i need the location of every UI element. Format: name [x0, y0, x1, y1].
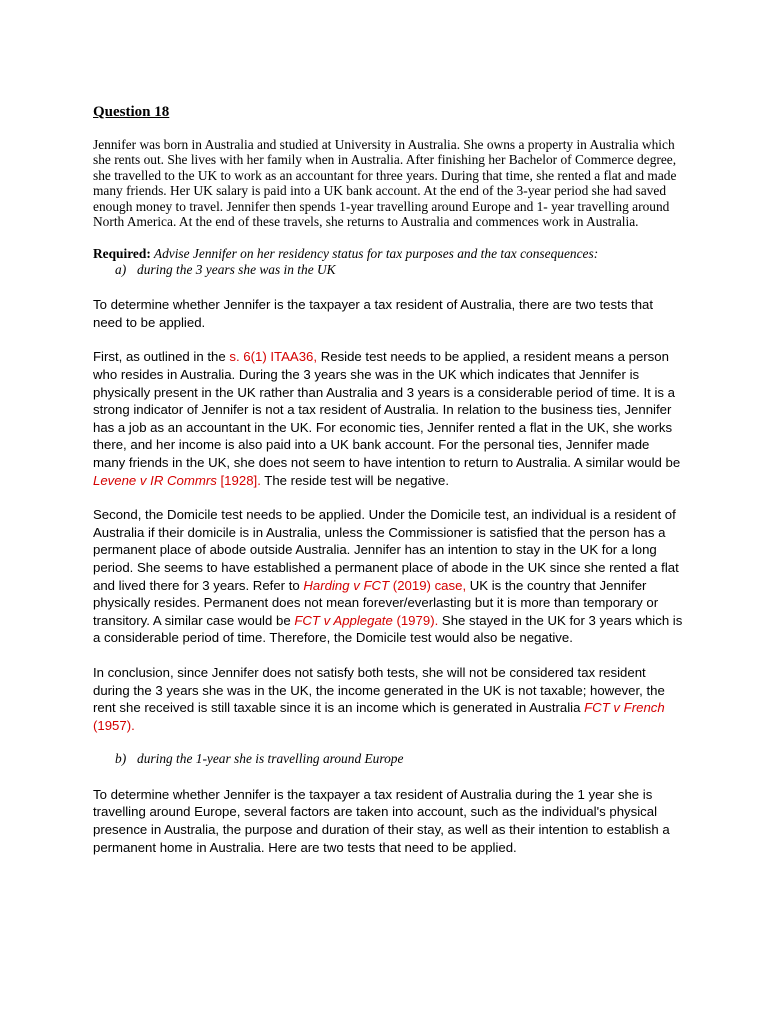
- para2-text-2: Reside test needs to be applied, a resident means a person who resides in Australia. During the 3 years she was in the UK which indicates that Jennifer is physically present in the UK rather than Australia and 3 years is a considerable period of time. It is a strong indicator of Jennifer is not a tax resident of Australia. In relation to the business ties, Jennifer has a job as an accountant in the UK. For economic ties, Jennifer rented a flat in the UK, she works there, and her income is also paid into a UK bank account. For the personal ties, Jennifer made many friends in the UK, she does not seem to have intention to return to Australia. A similar would be: [93, 349, 681, 470]
- answer-paragraph-5: To determine whether Jennifer is the taxpayer a tax resident of Australia during the 1 year she is travelling around Europe, several factors are taken into account, such as the individual's physical presence in Australia, the purpose and duration of their stay, as well as their intention to establish a permanent home in Australia. Here are two tests that need to be applied.: [93, 786, 670, 855]
- answer-paragraph-2: [93, 348, 683, 489]
- sub-question-b-text: during the 1-year she is travelling around Europe: [137, 751, 404, 767]
- sub-question-a-text: during the 3 years she was in the UK: [137, 261, 336, 277]
- case-reference-applegate: [294, 613, 438, 628]
- para3-text-3: She stayed in the UK for 3 years which is a considerable period of time. Therefore, the Domicile test would also be negative.: [93, 612, 683, 646]
- case-reference-levene: [93, 473, 261, 488]
- para2-text-3: The reside test will be negative.: [260, 472, 450, 488]
- required-line: [93, 246, 683, 261]
- case-reference-harding: [303, 578, 466, 593]
- case-name: Harding v FCT: [303, 577, 390, 593]
- para2-text-1: First, as outlined in the: [93, 349, 230, 365]
- case-name: FCT v Applegate: [294, 612, 393, 628]
- answer-paragraph-4: [93, 664, 683, 734]
- required-label: Required:: [93, 246, 151, 262]
- case-name: FCT v French: [584, 700, 665, 716]
- para4-text-1: In conclusion, since Jennifer does not satisfy both tests, she will not be considered tax resident during the 3 years she was in the UK, the income generated in the UK is not taxable; however, the rent she received is still taxable since it is an income which is generated in Australia: [93, 664, 665, 716]
- question-heading: Question 18: [93, 104, 170, 120]
- question-intro: Jennifer was born in Australia and studied at University in Australia. She owns a property in Australia which she rents out. She lives with her family when in Australia. After finishing her Bachelor of Commerce degree, she travelled to the UK to work as an accountant for three years. During that time, she rented a flat and made many friends. Her UK salary is paid into a UK bank account. At the end of the 3-year period she had saved enough money to travel. Jennifer then spends 1-year travelling around Europe and 1- year travelling around North America. At the end of these travels, she returns to Australia and commences work in Australia.: [93, 137, 677, 230]
- case-year: (1979).: [392, 612, 439, 628]
- sub-question-a: [115, 262, 683, 277]
- para3-text-1: Second, the Domicile test needs to be applied. Under the Domicile test, an individual is a resident of Australia if their domicile is in Australia, unless the Commissioner is satisfied that the person has a permanent place of abode outside Australia. Jennifer has an intention to stay in the UK for a long period. She seems to have established a permanent place of abode in the UK since she rented a flat and lived there for 3 years. Refer to: [93, 507, 679, 593]
- case-name: Levene v IR Commrs: [93, 472, 217, 488]
- answer-paragraph-3: [93, 506, 683, 647]
- para3-text-2: UK is the country that Jennifer physically resides. Permanent does not mean forever/everlasting but it is more than temporary or transitory. A similar case would be: [93, 577, 659, 628]
- case-year: [1928].: [216, 472, 261, 488]
- case-year: (1957).: [93, 717, 135, 733]
- statute-reference: s. 6(1) ITAA36,: [229, 349, 318, 365]
- required-text: Advise Jennifer on her residency status for tax purposes and the tax consequences:: [150, 246, 599, 262]
- sub-question-b: [115, 751, 683, 766]
- document-page: [93, 104, 683, 873]
- sub-question-b-letter: b): [115, 751, 127, 767]
- case-year: (2019) case,: [389, 577, 467, 593]
- sub-question-a-letter: a): [115, 261, 127, 277]
- answer-paragraph-1: To determine whether Jennifer is the taxpayer a tax resident of Australia, there are two tests that need to be applied.: [93, 297, 654, 330]
